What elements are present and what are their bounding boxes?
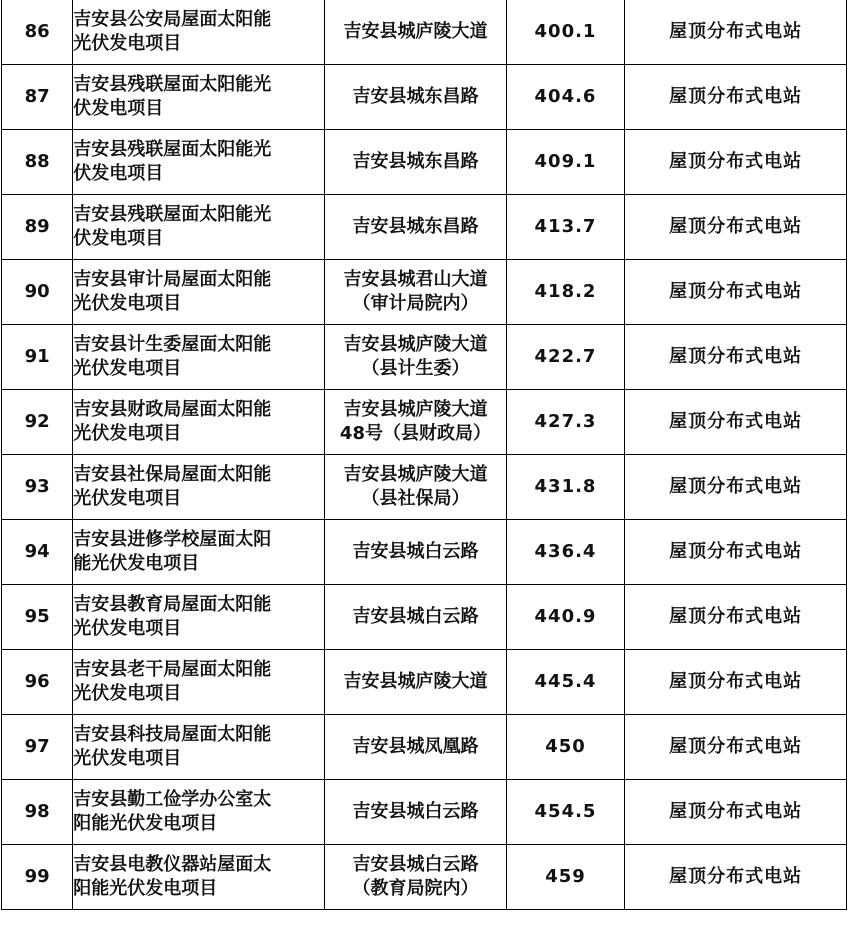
address-cell — [325, 0, 507, 65]
project-name-line: 吉安县审计局屋面太阳能 — [73, 269, 272, 290]
project-name-cell — [73, 260, 325, 325]
table-row — [2, 520, 847, 585]
address-line: 吉安县城庐陵大道 — [343, 21, 488, 42]
table-row — [2, 715, 847, 780]
project-name-line: 吉安县残联屋面太阳能光 — [73, 204, 272, 225]
project-name-line: 吉安县进修学校屋面太阳 — [73, 529, 272, 550]
capacity-cell: 413.7 — [506, 195, 624, 260]
address-line: 吉安县城庐陵大道 — [343, 399, 488, 420]
station-type-cell: 屋顶分布式电站 — [625, 715, 847, 780]
project-name-cell — [73, 130, 325, 195]
station-type-cell: 屋顶分布式电站 — [625, 780, 847, 845]
table-row — [2, 0, 847, 65]
address-line: 吉安县城白云路 — [352, 854, 479, 875]
capacity-cell: 404.6 — [506, 65, 624, 130]
address-cell — [325, 520, 507, 585]
project-name-line: 光伏发电项目 — [73, 683, 182, 704]
address-line: （县计生委） — [361, 358, 470, 379]
table-row — [2, 260, 847, 325]
row-number-cell: 96 — [2, 650, 73, 715]
station-type-cell: 屋顶分布式电站 — [625, 845, 847, 910]
project-name-line: 光伏发电项目 — [73, 488, 182, 509]
address-line: 吉安县城白云路 — [352, 606, 479, 627]
station-type-cell: 屋顶分布式电站 — [625, 325, 847, 390]
row-number-cell: 99 — [2, 845, 73, 910]
project-name-line: 光伏发电项目 — [73, 748, 182, 769]
project-name-cell — [73, 520, 325, 585]
capacity-cell: 427.3 — [506, 390, 624, 455]
station-type-cell: 屋顶分布式电站 — [625, 260, 847, 325]
address-cell — [325, 390, 507, 455]
station-type-cell: 屋顶分布式电站 — [625, 455, 847, 520]
row-number-cell: 93 — [2, 455, 73, 520]
table-row — [2, 650, 847, 715]
project-name-line: 伏发电项目 — [73, 228, 164, 249]
project-name-line: 吉安县公安局屋面太阳能 — [73, 9, 272, 30]
station-type-cell: 屋顶分布式电站 — [625, 130, 847, 195]
project-name-line: 吉安县社保局屋面太阳能 — [73, 464, 272, 485]
row-number-cell: 91 — [2, 325, 73, 390]
project-name-cell — [73, 715, 325, 780]
capacity-cell: 445.4 — [506, 650, 624, 715]
address-line: 吉安县城庐陵大道 — [343, 334, 488, 355]
row-number-cell: 87 — [2, 65, 73, 130]
project-name-line: 吉安县电教仪器站屋面太 — [73, 854, 272, 875]
table-row — [2, 455, 847, 520]
row-number-cell: 90 — [2, 260, 73, 325]
address-line: 吉安县城庐陵大道 — [343, 671, 488, 692]
table-row — [2, 65, 847, 130]
address-line: 吉安县城东昌路 — [352, 216, 479, 237]
capacity-cell: 450 — [506, 715, 624, 780]
row-number-cell: 88 — [2, 130, 73, 195]
table-row — [2, 585, 847, 650]
table-row — [2, 195, 847, 260]
project-name-line: 吉安县科技局屋面太阳能 — [73, 724, 272, 745]
address-cell — [325, 65, 507, 130]
table-row — [2, 845, 847, 910]
address-cell — [325, 650, 507, 715]
row-number-cell: 89 — [2, 195, 73, 260]
project-table — [1, 0, 847, 910]
project-name-cell — [73, 780, 325, 845]
row-number-cell: 86 — [2, 0, 73, 65]
project-name-line: 伏发电项目 — [73, 98, 164, 119]
row-number-cell: 97 — [2, 715, 73, 780]
address-line: 吉安县城东昌路 — [352, 86, 479, 107]
row-number-cell: 92 — [2, 390, 73, 455]
address-cell — [325, 455, 507, 520]
project-name-cell — [73, 455, 325, 520]
row-number-cell: 94 — [2, 520, 73, 585]
address-line: 吉安县城君山大道 — [343, 269, 488, 290]
table-row — [2, 325, 847, 390]
address-line: 吉安县城白云路 — [352, 541, 479, 562]
project-name-line: 阳能光伏发电项目 — [73, 878, 218, 899]
capacity-cell: 431.8 — [506, 455, 624, 520]
project-name-line: 吉安县残联屋面太阳能光 — [73, 139, 272, 160]
capacity-cell: 418.2 — [506, 260, 624, 325]
project-name-line: 吉安县教育局屋面太阳能 — [73, 594, 272, 615]
project-name-cell — [73, 325, 325, 390]
project-name-line: 光伏发电项目 — [73, 423, 182, 444]
table-row — [2, 130, 847, 195]
project-name-cell — [73, 0, 325, 65]
project-name-line: 能光伏发电项目 — [73, 553, 200, 574]
address-line: （县社保局） — [361, 488, 470, 509]
project-name-line: 吉安县财政局屋面太阳能 — [73, 399, 272, 420]
address-line: 吉安县城庐陵大道 — [343, 464, 488, 485]
station-type-cell: 屋顶分布式电站 — [625, 650, 847, 715]
project-name-line: 伏发电项目 — [73, 163, 164, 184]
project-name-cell — [73, 585, 325, 650]
capacity-cell: 422.7 — [506, 325, 624, 390]
address-line: （教育局院内） — [352, 878, 479, 899]
address-cell — [325, 325, 507, 390]
capacity-cell: 459 — [506, 845, 624, 910]
project-name-line: 光伏发电项目 — [73, 618, 182, 639]
station-type-cell: 屋顶分布式电站 — [625, 0, 847, 65]
project-name-cell — [73, 195, 325, 260]
address-cell — [325, 260, 507, 325]
capacity-cell: 454.5 — [506, 780, 624, 845]
project-name-cell — [73, 65, 325, 130]
project-name-line: 吉安县计生委屋面太阳能 — [73, 334, 272, 355]
row-number-cell: 95 — [2, 585, 73, 650]
address-line: 48号（县财政局） — [339, 423, 491, 444]
capacity-cell: 409.1 — [506, 130, 624, 195]
project-name-line: 光伏发电项目 — [73, 293, 182, 314]
table-row — [2, 780, 847, 845]
project-name-line: 吉安县老干局屋面太阳能 — [73, 659, 272, 680]
station-type-cell: 屋顶分布式电站 — [625, 390, 847, 455]
address-line: 吉安县城凤凰路 — [352, 736, 479, 757]
address-cell — [325, 195, 507, 260]
project-name-line: 光伏发电项目 — [73, 358, 182, 379]
capacity-cell: 436.4 — [506, 520, 624, 585]
address-cell — [325, 780, 507, 845]
project-name-cell — [73, 845, 325, 910]
project-name-line: 阳能光伏发电项目 — [73, 813, 218, 834]
capacity-cell: 400.1 — [506, 0, 624, 65]
address-cell — [325, 715, 507, 780]
table-row — [2, 390, 847, 455]
project-name-line: 吉安县勤工俭学办公室太 — [73, 789, 272, 810]
address-cell — [325, 585, 507, 650]
project-name-line: 光伏发电项目 — [73, 33, 182, 54]
station-type-cell: 屋顶分布式电站 — [625, 520, 847, 585]
project-name-line: 吉安县残联屋面太阳能光 — [73, 74, 272, 95]
address-line: （审计局院内） — [352, 293, 479, 314]
address-line: 吉安县城东昌路 — [352, 151, 479, 172]
station-type-cell: 屋顶分布式电站 — [625, 65, 847, 130]
station-type-cell: 屋顶分布式电站 — [625, 195, 847, 260]
project-name-cell — [73, 650, 325, 715]
table-body — [2, 0, 847, 910]
address-cell — [325, 845, 507, 910]
address-line: 吉安县城白云路 — [352, 801, 479, 822]
address-cell — [325, 130, 507, 195]
row-number-cell: 98 — [2, 780, 73, 845]
capacity-cell: 440.9 — [506, 585, 624, 650]
station-type-cell: 屋顶分布式电站 — [625, 585, 847, 650]
project-name-cell — [73, 390, 325, 455]
